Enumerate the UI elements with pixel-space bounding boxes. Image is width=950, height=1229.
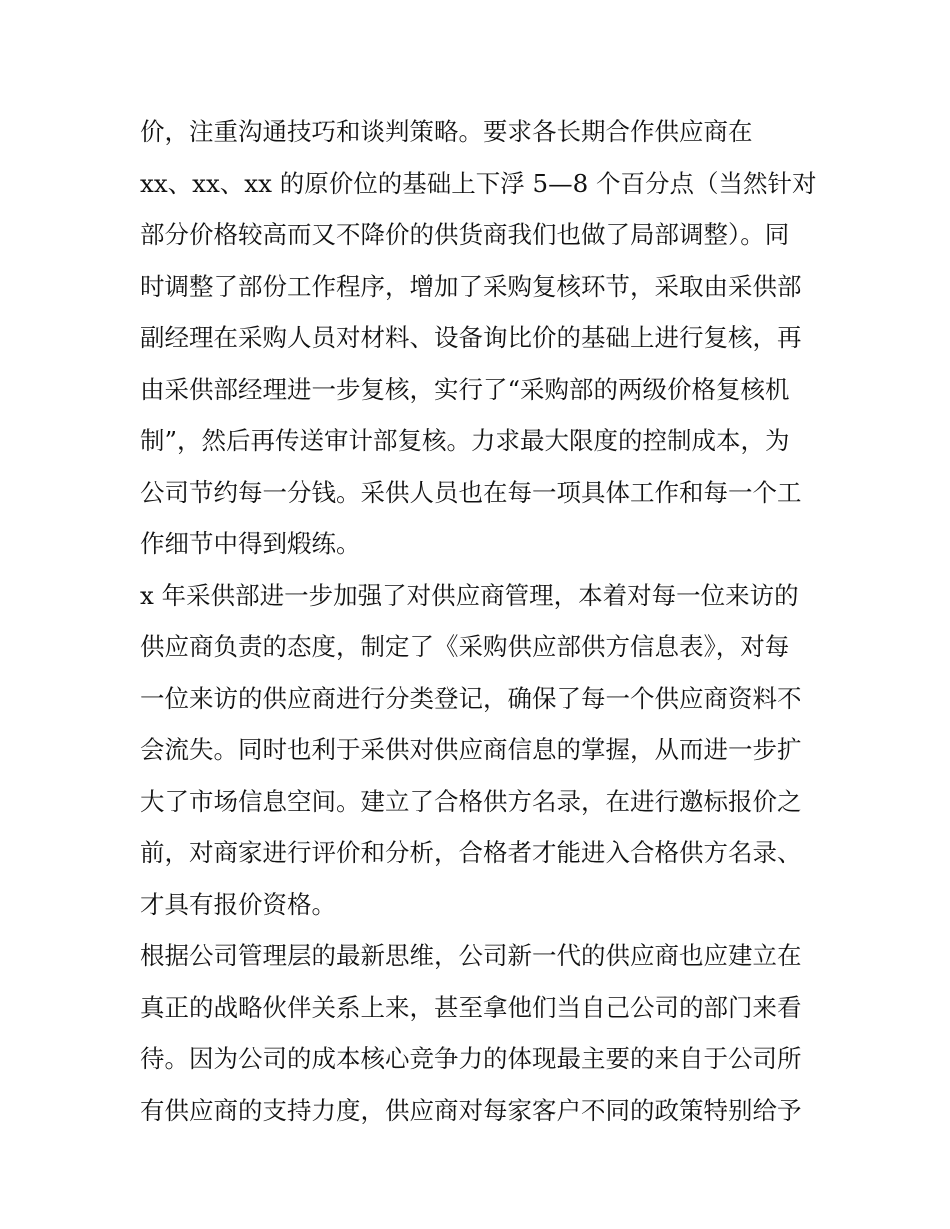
text-line-9: 作细节中得到煅练。 <box>140 529 361 558</box>
text-line-16: 才具有报价资格。 <box>140 889 336 919</box>
text-line-19: 待。因为公司的成本核心竞争力的体现最主要的来自于公司所 <box>140 1044 802 1073</box>
body-text <box>140 106 820 1136</box>
text-line-12: 一位来访的供应商进行分类登记，确保了每一个供应商资料不 <box>140 683 802 713</box>
text-line-10: x 年采供部进一步加强了对供应商管理，本着对每一位来访的 <box>140 580 799 610</box>
text-line-7: 制”，然后再传送审计部复核。力求最大限度的控制成本，为 <box>140 426 790 455</box>
text-line-5: 副经理在采购人员对材料、设备询比价的基础上进行复核，再 <box>140 323 802 352</box>
text-line-2: xx、xx、xx 的原价位的基础上下浮 5—8 个百分点（当然针对 <box>140 168 817 198</box>
text-line-18: 真正的战略伙伴关系上来，甚至拿他们当自己公司的部门来看 <box>140 992 802 1022</box>
text-line-4: 时调整了部份工作程序，增加了采购复核环节，采取由采供部 <box>140 271 802 301</box>
text-line-1: 价，注重沟通技巧和谈判策略。要求各长期合作供应商在 <box>140 117 753 146</box>
text-line-11: 供应商负责的态度，制定了《采购供应部供方信息表》，对每 <box>140 632 790 661</box>
text-line-8: 公司节约每一分钱。采供人员也在每一项具体工作和每一个工 <box>140 477 802 507</box>
text-line-13: 会流失。同时也利于采供对供应商信息的掌握，从而进一步扩 <box>140 735 802 764</box>
text-line-15: 前，对商家进行评价和分析，合格者才能进入合格供方名录、 <box>140 838 802 867</box>
text-line-14: 大了市场信息空间。建立了合格供方名录，在进行邀标报价之 <box>140 786 802 816</box>
text-line-6: 由采供部经理进一步复核，实行了“采购部的两级价格复核机 <box>140 374 790 404</box>
text-line-17: 根据公司管理层的最新思维，公司新一代的供应商也应建立在 <box>140 941 802 970</box>
text-line-3: 部分价格较高而又不降价的供货商我们也做了局部调整）。同 <box>140 220 790 249</box>
text-line-20: 有供应商的支持力度，供应商对每家客户不同的政策特别给予 <box>140 1095 802 1125</box>
